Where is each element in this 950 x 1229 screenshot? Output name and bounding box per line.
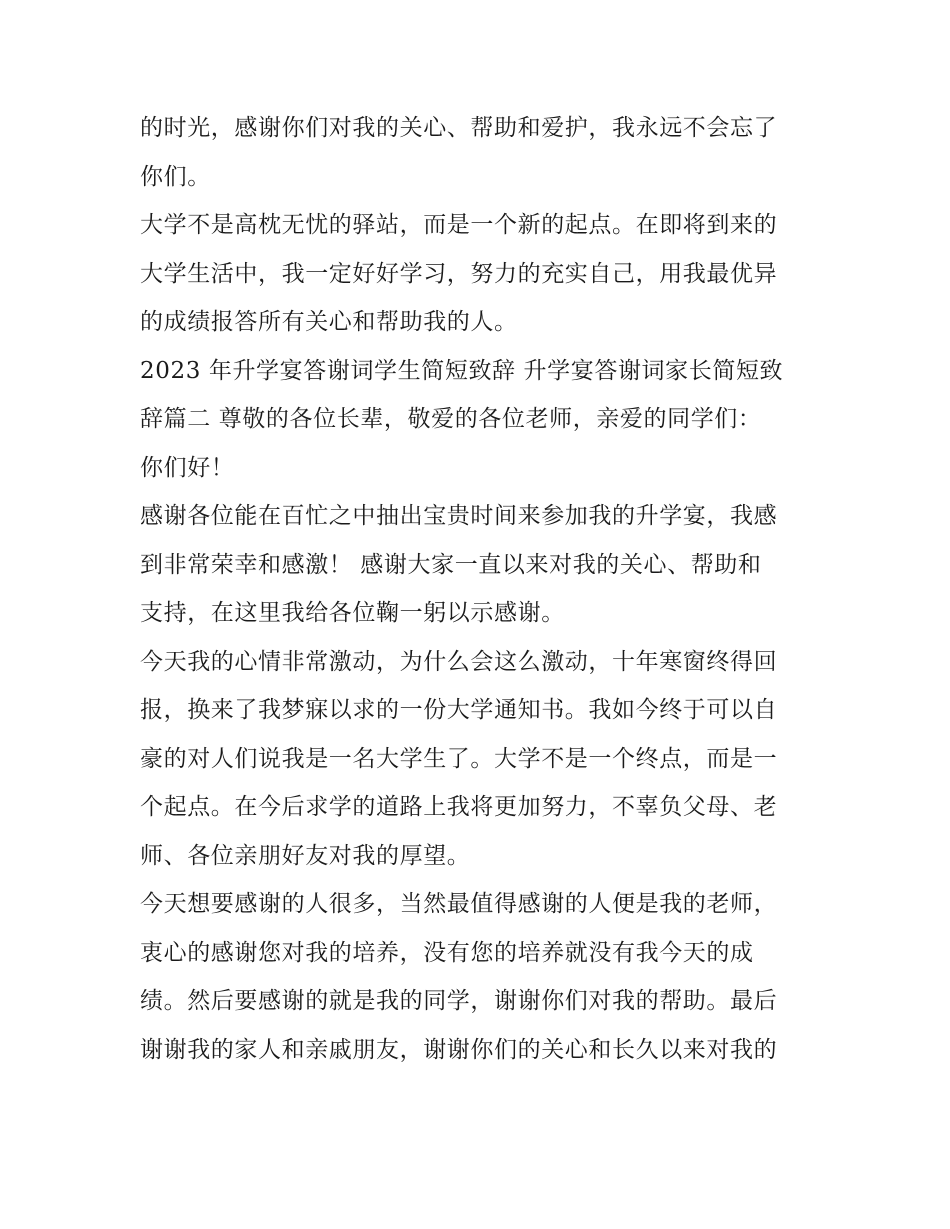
text-line: 衷心的感谢您对我的培养，没有您的培养就没有我今天的成 (140, 939, 754, 966)
text-line: 报，换来了我梦寐以求的一份大学通知书。我如今终于可以自 (140, 697, 778, 723)
text-line: 感谢各位能在百忙之中抽出宝贵时间来参加我的升学宴，我感 (140, 503, 778, 529)
text-line: 支持，在这里我给各位鞠一躬以示感谢。 (140, 600, 565, 626)
text-line: 你们。 (140, 163, 211, 190)
text-line: 你们好！ (140, 454, 235, 481)
text-line: 的时光，感谢你们对我的关心、帮助和爱护，我永远不会忘了 (140, 115, 778, 141)
text-line: 的成绩报答所有关心和帮助我的人。 (140, 309, 518, 335)
text-line: 今天想要感谢的人很多，当然最值得感谢的人便是我的老师， (140, 891, 778, 917)
text-line: 今天我的心情非常激动，为什么会这么激动，十年寒窗终得回 (140, 648, 778, 675)
text-line: 个起点。在今后求学的道路上我将更加努力，不辜负父母、老 (140, 794, 778, 820)
text-line: 辞篇二 尊敬的各位长辈，敬爱的各位老师，亲爱的同学们： (140, 406, 762, 432)
text-line: 2023 年升学宴答谢词学生简短致辞 升学宴答谢词家长简短致 (140, 357, 784, 384)
text-line: 到非常荣幸和感激！ 感谢大家一直以来对我的关心、帮助和 (140, 551, 762, 578)
text-line: 大学不是高枕无忧的驿站，而是一个新的起点。在即将到来的 (140, 212, 778, 238)
text-line: 大学生活中，我一定好好学习，努力的充实自己，用我最优异 (140, 260, 778, 287)
document-body (140, 104, 820, 1074)
text-line: 师、各位亲朋好友对我的厚望。 (140, 842, 471, 869)
text-line: 豪的对人们说我是一名大学生了。大学不是一个终点，而是一 (140, 745, 778, 772)
text-line: 绩。然后要感谢的就是我的同学，谢谢你们对我的帮助。最后 (140, 988, 778, 1014)
text-line: 谢谢我的家人和亲戚朋友，谢谢你们的关心和长久以来对我的 (140, 1036, 778, 1063)
